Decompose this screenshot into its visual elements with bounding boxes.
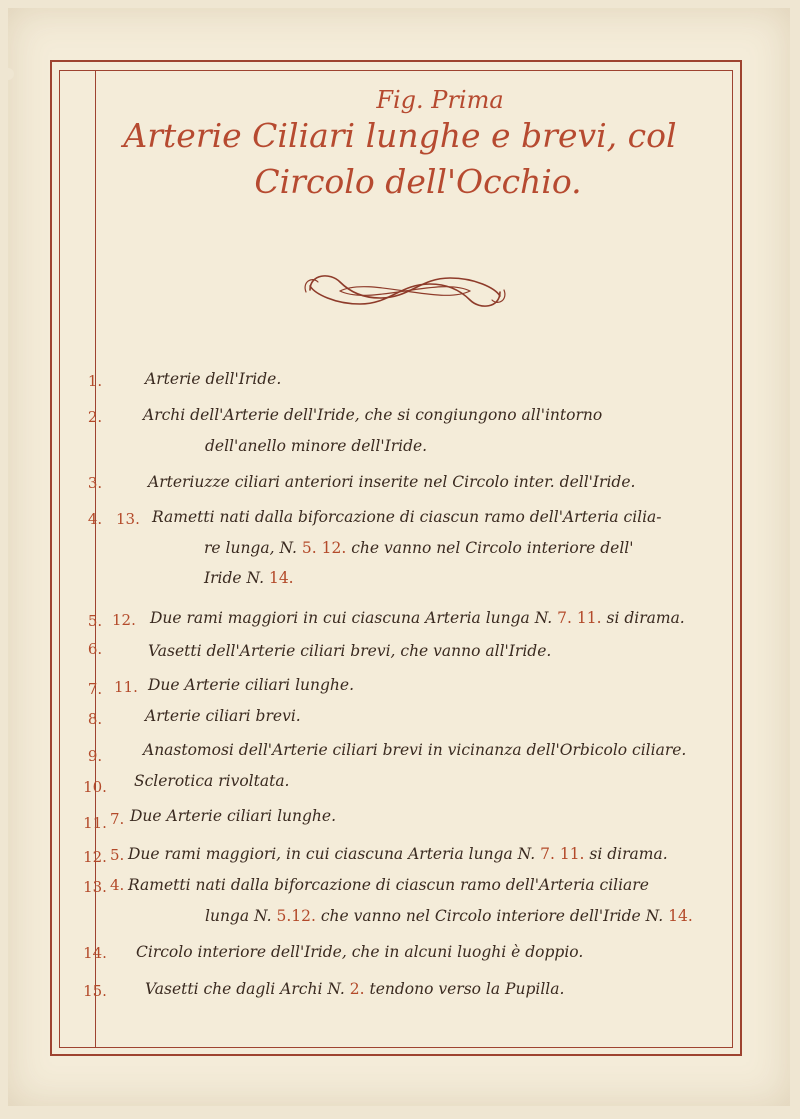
item-text: Anastomosi dell'Arterie ciliari brevi in vicinanza dell'Orbicolo ciliare.: [143, 741, 687, 759]
cross-ref: 14.: [268, 569, 294, 587]
item-number: 7.: [87, 680, 103, 698]
item-text: Arteriuzze ciliari anteriori inserite nel Circolo inter. dell'Iride.: [148, 473, 636, 491]
item-number: 3.: [87, 474, 103, 492]
cross-ref: 2.: [349, 980, 365, 998]
item-cross-ref: 12.: [112, 611, 136, 629]
item-text-continued: Iride N. 14.: [204, 569, 294, 587]
item-text-continued: re lunga, N. 5. 12. che vanno nel Circolo interiore dell': [204, 539, 634, 557]
item-number: 12.: [83, 848, 107, 866]
item-number: 10.: [83, 778, 107, 796]
item-cross-ref: 11.: [114, 678, 138, 696]
item-text: Arterie ciliari brevi.: [145, 707, 301, 725]
item-cross-ref: 13.: [116, 510, 140, 528]
cross-ref: 12.: [291, 907, 316, 925]
item-cross-ref: 4.: [110, 876, 125, 894]
item-number: 9.: [87, 747, 103, 765]
margin-rule: [95, 70, 96, 1048]
item-text: Due Arterie ciliari lunghe.: [148, 676, 354, 694]
item-cross-ref: 7.: [110, 810, 125, 828]
item-text: Circolo interiore dell'Iride, che in alcuni luoghi è doppio.: [136, 943, 584, 961]
item-number: 2.: [87, 408, 103, 426]
item-number: 11.: [83, 814, 107, 832]
item-text: Arterie dell'Iride.: [145, 370, 282, 388]
item-text: Due rami maggiori, in cui ciascuna Arteria lunga N. 7. 11. si dirama.: [128, 845, 668, 863]
item-number: 5.: [87, 612, 103, 630]
item-number: 15.: [83, 982, 107, 1000]
item-text: Archi dell'Arterie dell'Iride, che si congiungono all'intorno: [143, 406, 603, 424]
cross-ref: 11.: [576, 609, 602, 627]
flourish-ornament: [300, 268, 510, 314]
item-text: Due rami maggiori in cui ciascuna Arteria lunga N. 7. 11. si dirama.: [150, 609, 685, 627]
item-number: 1.: [87, 372, 103, 390]
title-line-1: Arterie Ciliari lunghe e brevi, col: [123, 116, 677, 155]
item-text-continued: dell'anello minore dell'Iride.: [205, 437, 428, 455]
item-text: Rametti nati dalla biforcazione di ciascun ramo dell'Arteria cilia-: [152, 508, 662, 526]
item-number: 6.: [87, 640, 103, 658]
item-cross-ref: 5.: [110, 846, 125, 864]
item-number: 8.: [87, 710, 103, 728]
item-number: 4.: [87, 510, 103, 528]
item-text: Sclerotica rivoltata.: [134, 772, 290, 790]
cross-ref: 11.: [559, 845, 585, 863]
title-line-2: Circolo dell'Occhio.: [254, 162, 582, 201]
item-text: Due Arterie ciliari lunghe.: [130, 807, 336, 825]
figure-label: Fig. Prima: [376, 86, 504, 114]
item-text: Vasetti dell'Arterie ciliari brevi, che vanno all'Iride.: [148, 642, 552, 660]
cross-ref: 5.: [301, 539, 317, 557]
cross-ref: 7.: [540, 845, 555, 863]
item-number: 13.: [83, 878, 107, 896]
item-text: Vasetti che dagli Archi N. 2. tendono verso la Pupilla.: [145, 980, 565, 998]
paper-tear: [0, 68, 14, 80]
item-text-continued: lunga N. 5.12. che vanno nel Circolo interiore dell'Iride N. 14.: [205, 907, 693, 925]
cross-ref: 5.: [276, 907, 292, 925]
inner-border: [59, 70, 733, 1048]
item-text: Rametti nati dalla biforcazione di ciascun ramo dell'Arteria ciliare: [128, 876, 649, 894]
cross-ref: 14.: [668, 907, 693, 925]
cross-ref: 12.: [321, 539, 347, 557]
cross-ref: 7.: [557, 609, 572, 627]
item-number: 14.: [83, 944, 107, 962]
